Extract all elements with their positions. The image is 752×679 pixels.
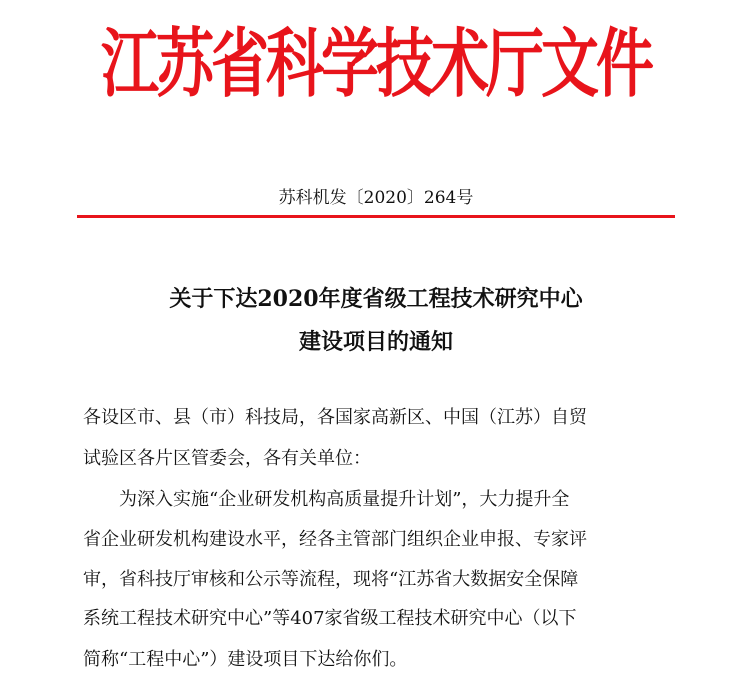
notice-title-line-2: 建设项目的通知 (298, 329, 453, 355)
red-divider-line (77, 215, 675, 218)
paragraph-line-5: 简称“工程中心”）建设项目下达给你们。 (83, 649, 408, 670)
addressee-line-1: 各设区市、县（市）科技局，各国家高新区、中国（江苏）自贸 (83, 407, 587, 428)
document-number: 苏科机发〔2020〕264号 (278, 188, 474, 208)
paragraph-line-2: 省企业研发机构建设水平，经各主管部门组织企业申报、专家评 (83, 529, 587, 550)
paragraph-line-3: 审，省科技厅审核和公示等流程，现将“江苏省大数据安全保障 (83, 569, 579, 590)
addressee-line-2: 试验区各片区管委会，各有关单位： (83, 448, 371, 469)
paragraph-line-1: 为深入实施“企业研发机构高质量提升计划”，大力提升全 (119, 489, 570, 510)
paragraph-line-4: 系统工程技术研究中心”等407家省级工程技术研究中心（以下 (83, 608, 577, 629)
notice-title-line-1: 关于下达2020年度省级工程技术研究中心 (169, 286, 583, 312)
document-header-title: 江苏省科学技术厅文件 (100, 20, 651, 108)
